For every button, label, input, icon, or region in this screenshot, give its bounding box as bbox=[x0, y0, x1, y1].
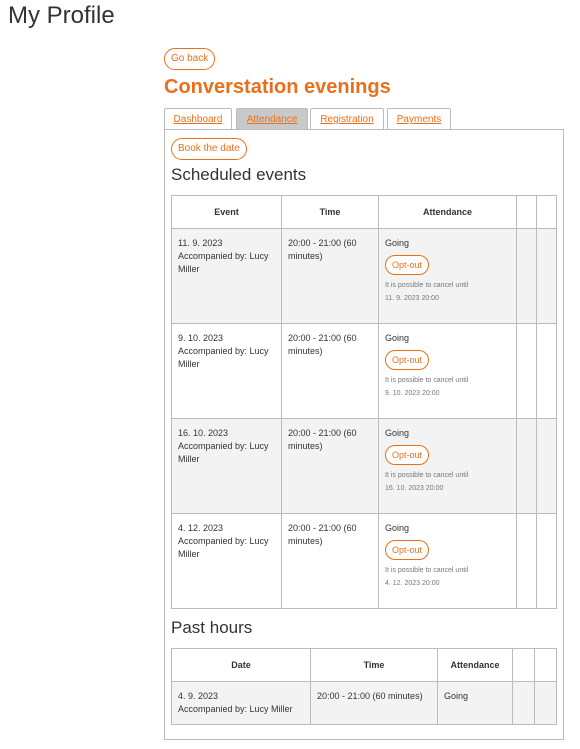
table-row bbox=[172, 229, 557, 324]
tab-attendance[interactable]: Attendance bbox=[236, 108, 308, 130]
event-date: 4. 12. 2023 bbox=[178, 523, 224, 533]
attendance-cell: Going bbox=[438, 682, 513, 725]
event-companion: Accompanied by: Lucy Miller bbox=[178, 536, 269, 559]
attendance-status: Going bbox=[385, 238, 410, 248]
header-date: Date bbox=[172, 649, 311, 682]
attendance-cell bbox=[379, 514, 517, 609]
header-event: Event bbox=[172, 196, 282, 229]
date-cell bbox=[172, 682, 311, 725]
attendance-cell bbox=[379, 229, 517, 324]
past-hours-table bbox=[171, 648, 557, 725]
page-title: My Profile bbox=[8, 2, 115, 29]
event-companion: Accompanied by: Lucy Miller bbox=[178, 251, 269, 274]
empty-cell bbox=[517, 324, 537, 419]
opt-out-button[interactable]: Opt-out bbox=[385, 255, 429, 275]
opt-out-button[interactable]: Opt-out bbox=[385, 445, 429, 465]
tab-payments[interactable]: Payments bbox=[387, 108, 451, 130]
past-hours-heading: Past hours bbox=[171, 618, 253, 637]
time-cell: 20:00 - 21:00 (60 minutes) bbox=[282, 514, 379, 609]
empty-cell bbox=[537, 514, 557, 609]
time-cell: 20:00 - 21:00 (60 minutes) bbox=[282, 324, 379, 419]
attendance-cell bbox=[379, 324, 517, 419]
attendance-status: Going bbox=[385, 523, 410, 533]
header-attendance: Attendance bbox=[379, 196, 517, 229]
time-cell: 20:00 - 21:00 (60 minutes) bbox=[282, 419, 379, 514]
cancel-note: It is possible to cancel until 9. 10. 2023 20:00 bbox=[385, 377, 469, 397]
section-title: Converstation evenings bbox=[164, 76, 391, 98]
header-attendance: Attendance bbox=[438, 649, 513, 682]
event-date: 11. 9. 2023 bbox=[178, 238, 223, 248]
book-date-button[interactable]: Book the date bbox=[171, 138, 247, 160]
event-cell bbox=[172, 229, 282, 324]
opt-out-button[interactable]: Opt-out bbox=[385, 350, 429, 370]
event-companion: Accompanied by: Lucy Miller bbox=[178, 346, 269, 369]
attendance-status: Going bbox=[385, 333, 410, 343]
header-time: Time bbox=[311, 649, 438, 682]
header-time: Time bbox=[282, 196, 379, 229]
opt-out-button[interactable]: Opt-out bbox=[385, 540, 429, 560]
empty-cell bbox=[537, 324, 557, 419]
time-cell: 20:00 - 21:00 (60 minutes) bbox=[282, 229, 379, 324]
table-row bbox=[172, 682, 557, 725]
cancel-note: It is possible to cancel until 4. 12. 2023 20:00 bbox=[385, 567, 469, 587]
empty-cell bbox=[517, 419, 537, 514]
empty-cell bbox=[513, 682, 535, 725]
event-date: 16. 10. 2023 bbox=[178, 428, 229, 438]
empty-cell bbox=[517, 229, 537, 324]
event-cell bbox=[172, 514, 282, 609]
cancel-note: It is possible to cancel until 11. 9. 2023 20:00 bbox=[385, 282, 469, 302]
header-empty bbox=[517, 196, 537, 229]
table-row bbox=[172, 324, 557, 419]
cancel-note: It is possible to cancel until 16. 10. 2023 20:00 bbox=[385, 472, 469, 492]
header-empty bbox=[537, 196, 557, 229]
past-companion: Accompanied by: Lucy Miller bbox=[178, 704, 293, 714]
past-date: 4. 9. 2023 bbox=[178, 691, 219, 701]
table-row bbox=[172, 419, 557, 514]
scheduled-events-table bbox=[171, 195, 557, 609]
go-back-button[interactable]: Go back bbox=[164, 48, 215, 70]
attendance-cell bbox=[379, 419, 517, 514]
time-cell: 20:00 - 21:00 (60 minutes) bbox=[311, 682, 438, 725]
header-empty bbox=[513, 649, 535, 682]
table-row bbox=[172, 514, 557, 609]
event-companion: Accompanied by: Lucy Miller bbox=[178, 441, 269, 464]
scheduled-events-heading: Scheduled events bbox=[171, 165, 307, 184]
event-date: 9. 10. 2023 bbox=[178, 333, 224, 343]
header-empty bbox=[535, 649, 557, 682]
empty-cell bbox=[537, 229, 557, 324]
event-cell bbox=[172, 419, 282, 514]
empty-cell bbox=[537, 419, 557, 514]
tab-dashboard[interactable]: Dashboard bbox=[164, 108, 232, 130]
empty-cell bbox=[535, 682, 557, 725]
empty-cell bbox=[517, 514, 537, 609]
event-cell bbox=[172, 324, 282, 419]
attendance-status: Going bbox=[385, 428, 410, 438]
tab-registration[interactable]: Registration bbox=[310, 108, 384, 130]
